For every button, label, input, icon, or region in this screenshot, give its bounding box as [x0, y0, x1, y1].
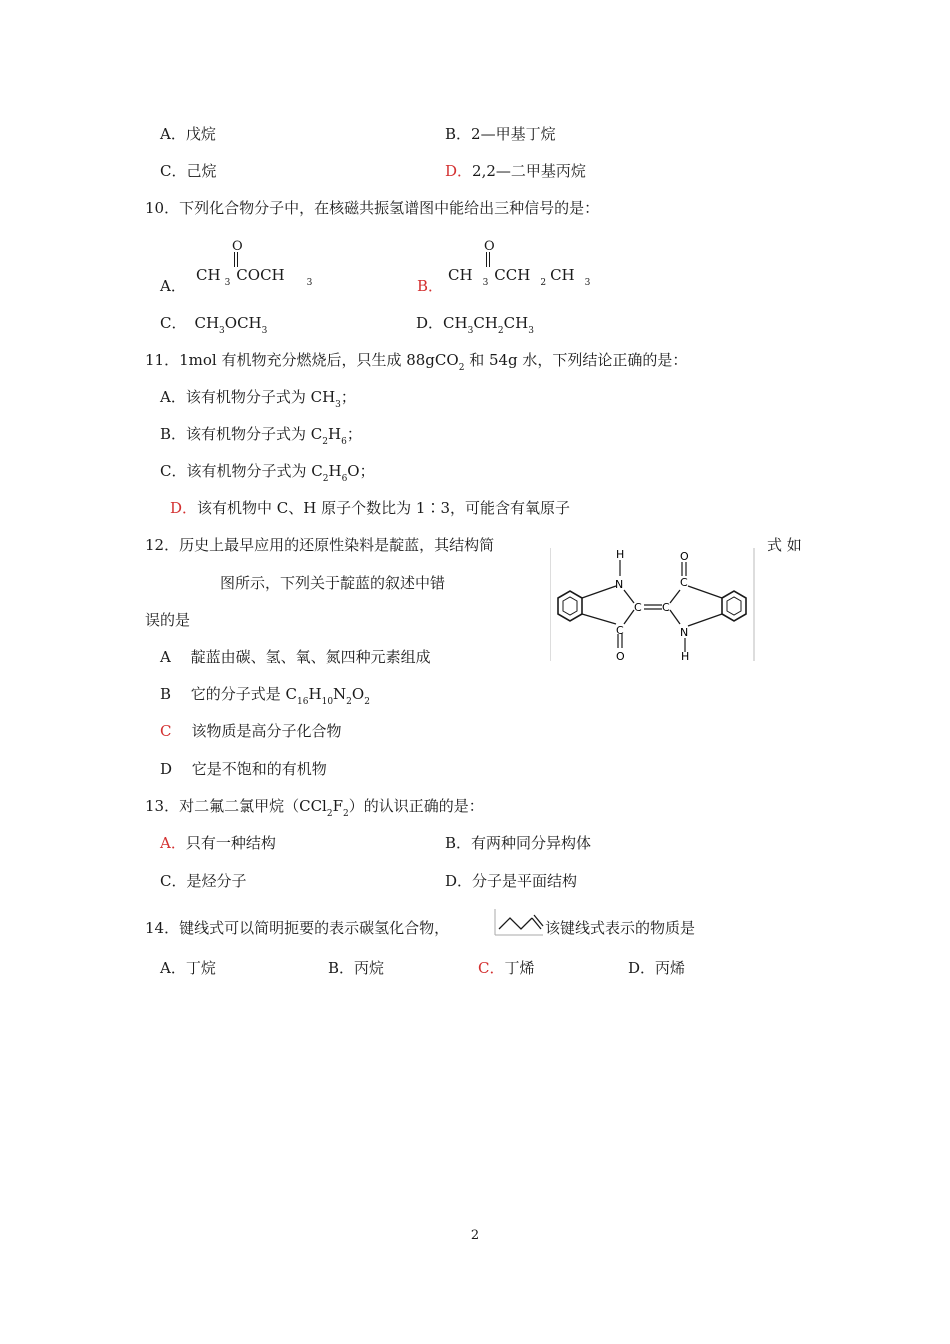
atom-label-o: O	[680, 550, 689, 563]
indigo-structure-figure	[550, 548, 755, 663]
atom-label-n: N	[680, 626, 689, 639]
option-text: 该有机物中 C、H 原子个数比为 1∶3，可能含有氧原子	[197, 499, 570, 517]
q11-stem: 11．1mol 有机物充分燃烧后，只生成 88gCO$_2$ 和 54g 水，下列结论正确的是：	[145, 351, 688, 373]
option-text: B 它的分子式是 C	[160, 685, 298, 703]
atom-label-c: C	[662, 601, 670, 614]
q11-option-a: A．该有机物分子式为 $CH_3$；	[160, 388, 356, 410]
q9-option-a: A．戊烷	[160, 125, 216, 143]
q12-stem-line2: 图所示，下列关于靛蓝的叙述中错	[220, 574, 446, 592]
q14-option-c	[478, 958, 535, 978]
page-number: 2	[470, 1228, 480, 1243]
formula: $CH_3CH_2CH_3$	[443, 314, 534, 336]
option-text: 该物质是高分子化合物	[191, 722, 342, 740]
stem-part: ）的认识正确的是：	[348, 797, 484, 815]
atom-label-c: C	[680, 576, 688, 589]
stem-part: 和 54g 水，下列结论正确的是：	[469, 351, 688, 369]
q12-stem-line1-end: 式 如	[767, 536, 802, 554]
q13-option-d: D．分子是平面结构	[445, 872, 578, 890]
option-text: B．该有机物分子式为 C	[160, 425, 323, 443]
atom-label-c: C	[616, 624, 624, 637]
q13-option-c: C．是烃分子	[160, 872, 247, 890]
q12-option-d: D 它是不饱和的有机物	[160, 760, 327, 778]
q14-option-a: A．丁烷	[160, 959, 216, 977]
answer-letter: D．	[170, 499, 198, 517]
answer-letter: C．	[478, 959, 505, 977]
q9-option-b: B．2—甲基丁烷	[445, 125, 556, 143]
q10-option-d	[416, 313, 534, 336]
q10-option-a-formula: O CH $_3$ COCH $_3$	[196, 239, 313, 288]
stem-part: 11．1mol 有机物充分燃烧后，只生成 88gCO	[145, 351, 459, 369]
q13-option-b: B．有两种同分异构体	[445, 834, 592, 852]
option-text: C．该有机物分子式为 C	[160, 462, 323, 480]
q12-option-c	[160, 721, 342, 741]
atom-label-h: H	[616, 548, 625, 561]
q11-option-c: C．该有机物分子式为 $C_2H_6O$；	[160, 462, 375, 484]
q13-option-a	[160, 833, 276, 853]
formula: $CH_3OCH_3$	[194, 314, 268, 336]
answer-letter: A．	[160, 834, 186, 852]
carbonyl-oxygen: O	[232, 239, 243, 254]
option-letter: D．	[416, 314, 444, 332]
q10-option-b-letter: B．	[417, 277, 444, 295]
option-text: 只有一种结构	[185, 834, 276, 852]
option-letter: C．	[160, 314, 187, 332]
q12-option-b: B 它的分子式是 $C_{16}H_{10}N_2O_2$	[160, 685, 370, 707]
q10-stem: 10．下列化合物分子中，在核磁共振氢谱图中能给出三种信号的是：	[145, 199, 600, 217]
q11-option-d	[170, 498, 570, 518]
q11-option-b: B．该有机物分子式为 $C_2H_6$；	[160, 425, 362, 447]
carbonyl-oxygen: O	[484, 239, 495, 254]
answer-letter: C	[160, 722, 172, 740]
double-bond	[234, 252, 238, 267]
q9-option-c: C．己烷	[160, 162, 217, 180]
atom-label-o: O	[616, 650, 625, 663]
option-text: A．该有机物分子式为 CH	[160, 388, 336, 406]
q12-stem-line3: 误的是	[145, 611, 191, 629]
option-text: 丁烯	[504, 959, 535, 977]
q14-stem-part1: 14．键线式可以简明扼要的表示碳氢化合物，	[145, 919, 450, 937]
q12-stem-line1: 12．历史上最早应用的还原性染料是靛蓝，其结构简	[145, 536, 495, 554]
q13-stem: 13．对二氟二氯甲烷$(CCl_2F_2)$的认识正确的是：	[145, 797, 484, 819]
atom-label-n: N	[615, 578, 624, 591]
q14-option-d: D．丙烯	[628, 959, 686, 977]
atom-label-c: C	[634, 601, 642, 614]
q14-stem-part2: 该键线式表示的物质是	[545, 919, 696, 937]
answer-letter: D．	[445, 162, 473, 180]
q10-option-a-letter: A．	[160, 277, 186, 295]
atom-label-h: H	[681, 650, 690, 663]
q10-option-b-formula: O CH $_3$ CCH $_2$ CH $_3$	[448, 239, 591, 288]
skeletal-formula-figure	[494, 909, 544, 937]
q12-option-a: A 靛蓝由碳、氢、氧、氮四种元素组成	[160, 648, 431, 666]
q10-option-c	[160, 313, 268, 336]
stem-part: 13．对二氟二氯甲烷（CCl	[145, 797, 327, 815]
q9-option-d	[445, 161, 586, 181]
option-text: 2,2—二甲基丙烷	[472, 162, 586, 180]
q14-option-b: B．丙烷	[328, 959, 385, 977]
double-bond	[486, 252, 490, 267]
